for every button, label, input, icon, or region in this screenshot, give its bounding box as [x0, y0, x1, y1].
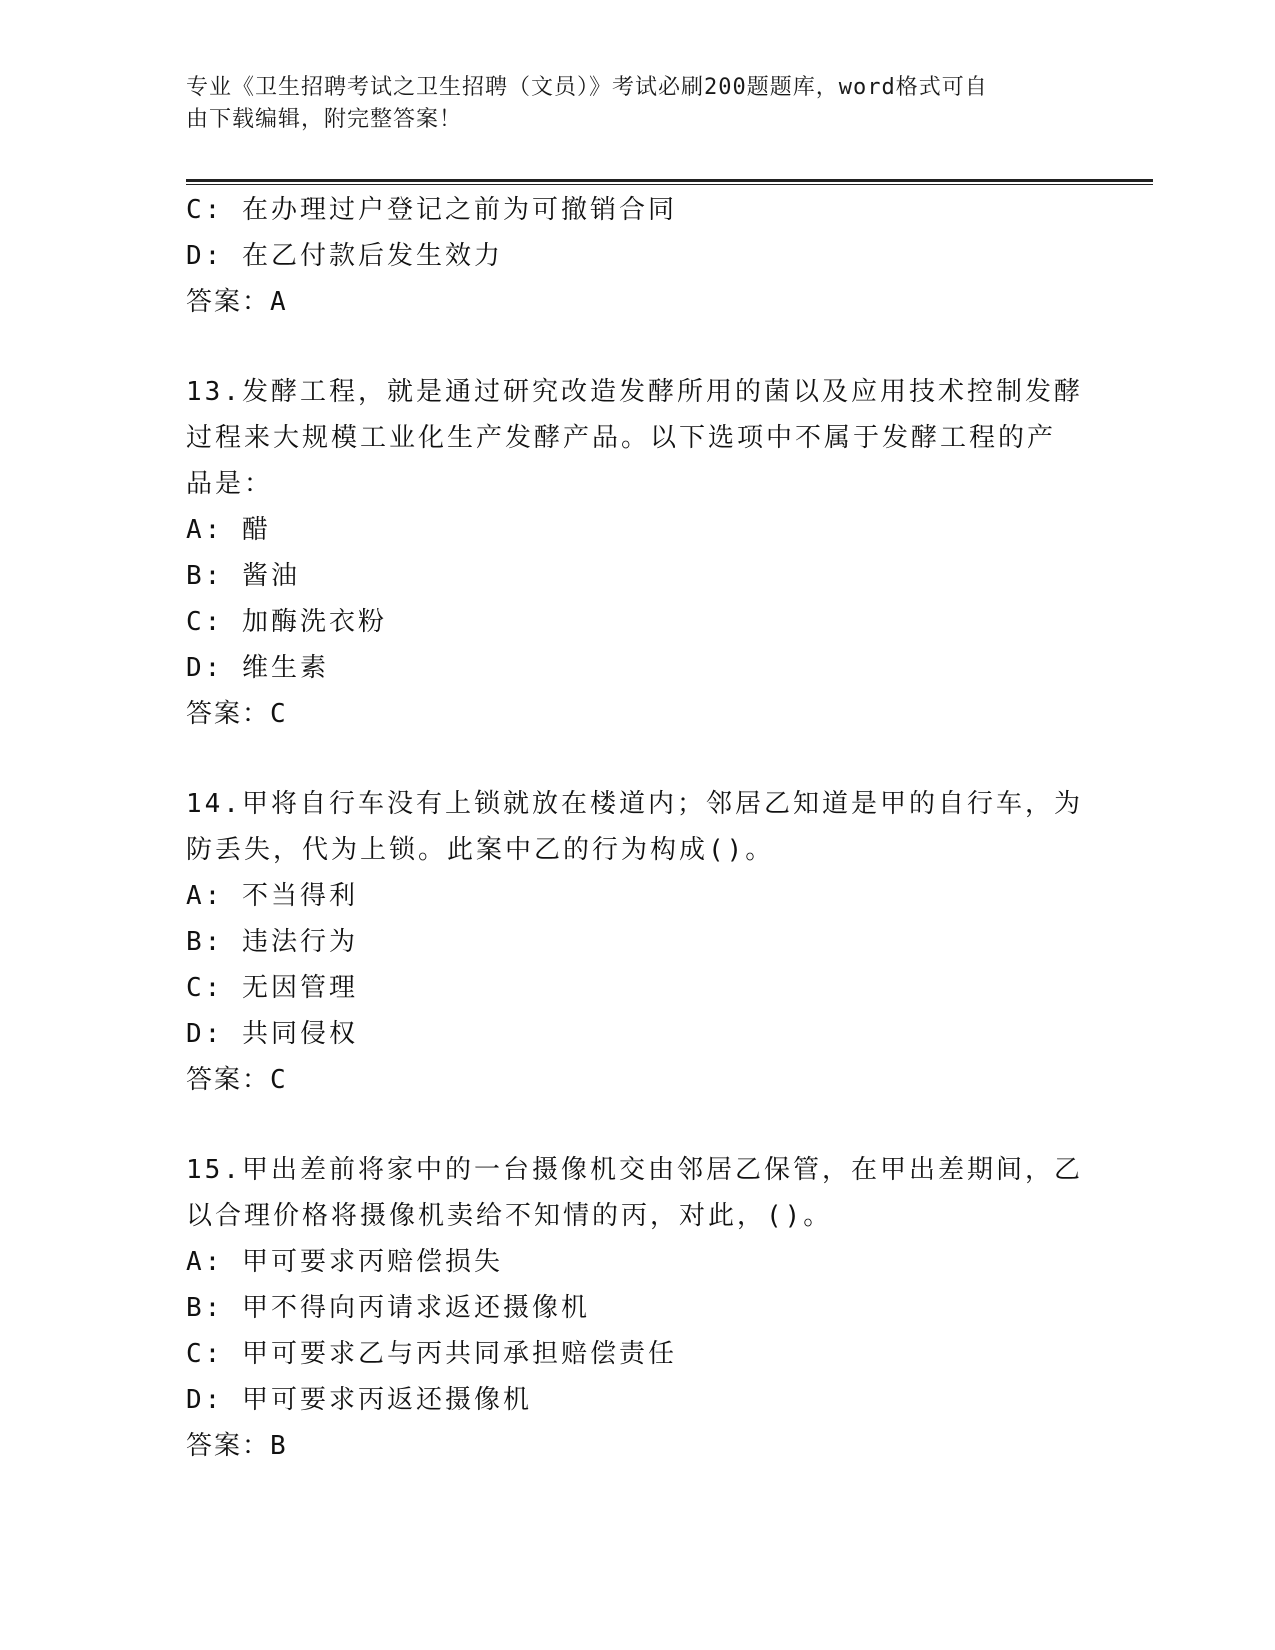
option-d: D: 在乙付款后发生效力 [186, 241, 503, 271]
question-12-tail [186, 187, 1086, 325]
option-a: A: 不当得利 [186, 881, 358, 911]
question-text-line: 14.甲将自行车没有上锁就放在楼道内；邻居乙知道是甲的自行车，为 [186, 789, 1083, 819]
spacer [186, 325, 1086, 369]
option-b: B: 违法行为 [186, 927, 358, 957]
option-c: C: 在办理过户登记之前为可撤销合同 [186, 195, 677, 225]
spacer [186, 1103, 1086, 1147]
option-d: D: 共同侵权 [186, 1019, 358, 1049]
option-b: B: 酱油 [186, 561, 300, 591]
question-text-line: 防丢失，代为上锁。此案中乙的行为构成()。 [186, 835, 775, 865]
header-line-1: 专业《卫生招聘考试之卫生招聘（文员）》考试必刷200题题库，word格式可自 [186, 75, 988, 100]
question-15 [186, 1147, 1086, 1469]
question-14 [186, 781, 1086, 1103]
document-header [186, 72, 1086, 136]
answer: 答案：B [186, 1431, 288, 1461]
question-text-line: 13.发酵工程，就是通过研究改造发酵所用的菌以及应用技术控制发酵 [186, 377, 1083, 407]
option-c: C: 甲可要求乙与丙共同承担赔偿责任 [186, 1339, 677, 1369]
answer: 答案：A [186, 287, 288, 317]
option-c: C: 无因管理 [186, 973, 358, 1003]
question-text-line: 品是： [186, 469, 274, 499]
question-13 [186, 369, 1086, 737]
option-d: D: 维生素 [186, 653, 329, 683]
option-d: D: 甲可要求丙返还摄像机 [186, 1385, 532, 1415]
document-body [186, 187, 1086, 1469]
answer: 答案：C [186, 699, 288, 729]
spacer [186, 737, 1086, 781]
option-b: B: 甲不得向丙请求返还摄像机 [186, 1293, 590, 1323]
option-c: C: 加酶洗衣粉 [186, 607, 387, 637]
answer: 答案：C [186, 1065, 288, 1095]
question-text-line: 过程来大规模工业化生产发酵产品。以下选项中不属于发酵工程的产 [186, 423, 1057, 453]
header-rule-thick [186, 179, 1153, 182]
option-a: A: 醋 [186, 515, 271, 545]
question-text-line: 15.甲出差前将家中的一台摄像机交由邻居乙保管，在甲出差期间，乙 [186, 1155, 1083, 1185]
header-line-2: 由下载编辑，附完整答案！ [186, 107, 463, 132]
header-rule-thin [186, 184, 1153, 185]
option-a: A: 甲可要求丙赔偿损失 [186, 1247, 503, 1277]
question-text-line: 以合理价格将摄像机卖给不知情的丙，对此，()。 [186, 1201, 833, 1231]
